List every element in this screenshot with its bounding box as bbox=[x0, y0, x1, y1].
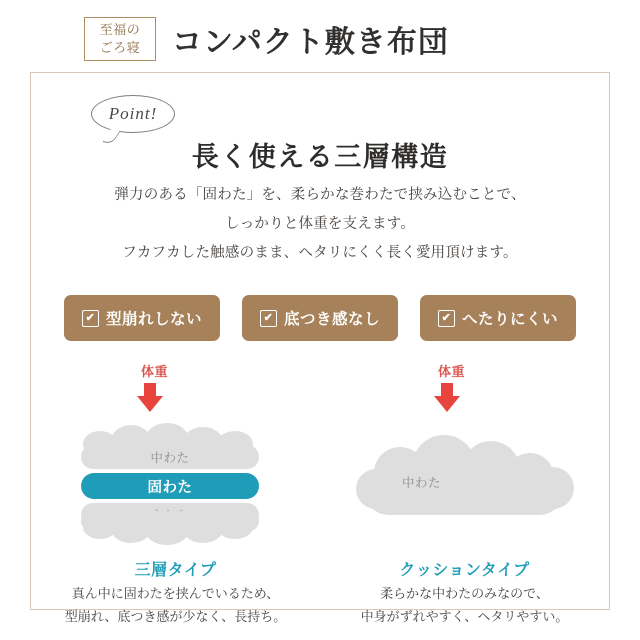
lead-line-2: しっかりと体重を支えます。 bbox=[225, 216, 415, 232]
section-headline: 長く使える三層構造 bbox=[191, 142, 449, 172]
catch-badge bbox=[84, 17, 156, 61]
lead-line-1: 弾力のある「固わた」を、柔らかな巻わたで挟み込むことで、 bbox=[114, 187, 526, 203]
right-type-title: クッションタイプ bbox=[399, 562, 530, 579]
comparison-right bbox=[320, 361, 609, 624]
comparison-left bbox=[31, 361, 320, 624]
right-cloud-label: 中わた bbox=[402, 476, 442, 490]
feature-pill-3-label: へたりにくい bbox=[462, 311, 559, 328]
feature-pill-1 bbox=[64, 295, 220, 341]
catch-badge-line2: ごろ寝 bbox=[99, 40, 141, 55]
catch-badge-line1: 至福の bbox=[99, 22, 141, 38]
section-lead bbox=[31, 181, 609, 268]
layer-middle-label: 固わた bbox=[81, 473, 259, 499]
check-icon: ✔ bbox=[260, 310, 277, 327]
layer-top-label: 中わた bbox=[81, 445, 259, 469]
page-header bbox=[0, 0, 640, 62]
comparison-diagram bbox=[31, 361, 609, 624]
right-weight-label: 体重 bbox=[438, 364, 466, 379]
left-type-title: 三層タイプ bbox=[134, 562, 217, 579]
right-desc-line-1: 柔らかな中わたのみなので、 bbox=[380, 586, 549, 601]
check-icon: ✔ bbox=[438, 310, 455, 327]
left-weight-label: 体重 bbox=[141, 364, 169, 379]
lead-line-3: フカフカした触感のまま、ヘタリにくく長く愛用頂けます。 bbox=[122, 245, 518, 261]
right-type-desc bbox=[320, 583, 609, 629]
point-bubble-label: Point! bbox=[108, 104, 158, 123]
feature-pill-3 bbox=[420, 295, 576, 341]
left-type-desc bbox=[31, 583, 320, 629]
check-icon: ✔ bbox=[82, 310, 99, 327]
left-desc-line-1: 真ん中に固わたを挟んでいるため、 bbox=[71, 586, 280, 601]
point-bubble bbox=[91, 95, 175, 133]
right-desc-line-2: 中身がずれやすく、ヘタリやすい。 bbox=[360, 608, 569, 624]
feature-pill-2 bbox=[242, 295, 398, 341]
feature-pill-list bbox=[31, 295, 609, 341]
page-title: コンパクト敷き布団 bbox=[172, 26, 449, 59]
left-desc-line-2: 型崩れ、底つき感が少なく、長持ち。 bbox=[64, 608, 287, 624]
feature-pill-1-label: 型崩れしない bbox=[105, 311, 202, 328]
content-frame bbox=[30, 72, 610, 624]
feature-pill-2-label: 底つき感なし bbox=[283, 311, 380, 328]
